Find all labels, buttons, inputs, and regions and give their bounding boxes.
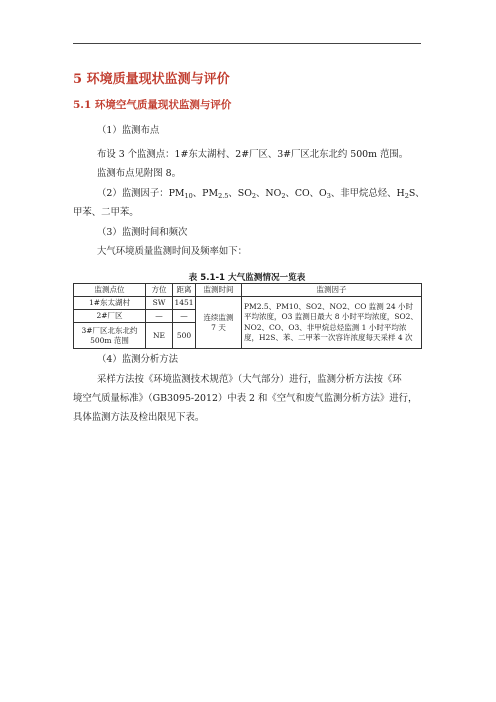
- factors-sub: 2.5: [218, 192, 229, 200]
- section-heading: 5.1 环境空气质量现状监测与评价: [73, 99, 232, 111]
- factors-part: （2）监测因子：PM: [97, 188, 185, 199]
- monitoring-table: [73, 283, 422, 349]
- monitoring-layout-text: 布设 3 个监测点：1#东太湖村、2#厂区、3#厂区北东北约 500m 范围。: [97, 149, 409, 160]
- analysis-method-title: （4）监测分析方法: [97, 354, 178, 365]
- monitoring-factors-text: [97, 187, 425, 200]
- factors-part: 、PM: [192, 188, 219, 199]
- factors-part: 、CO、O: [285, 188, 327, 199]
- header-distance: 距离: [173, 284, 196, 297]
- header-time: 监测时间: [196, 284, 242, 297]
- factors-sub: 2: [281, 192, 286, 200]
- factors-sub: 3: [326, 192, 331, 200]
- cell-direction: —: [146, 310, 173, 323]
- header-direction: 方位: [146, 284, 173, 297]
- factors-sub: 2: [404, 192, 409, 200]
- analysis-method-text-3: 具体监测方法及检出限见下表。: [73, 412, 205, 423]
- header-factor: 监测因子: [242, 284, 422, 297]
- table-row: [74, 297, 422, 310]
- analysis-method-text-1: 采样方法按《环境监测技术规范》（大气部分）进行，监测分析方法按《环: [97, 374, 402, 385]
- factors-sub: 10: [184, 192, 193, 200]
- analysis-method-text-2: 境空气质量标准》（GB3095-2012）中表 2 和《空气和废气监测分析方法》进行，: [73, 393, 418, 404]
- cell-time: [196, 297, 242, 349]
- cell-site: 1#东太湖村: [74, 297, 146, 310]
- factors-part: 、非甲烷总烃、H: [330, 188, 405, 199]
- monitoring-time-title: （3）监测时间和频次: [97, 227, 188, 238]
- time-line2: 7 天: [211, 322, 226, 332]
- monitoring-factors-text-cont: 甲苯、二甲苯。: [73, 207, 139, 218]
- header-site: 监测点位: [74, 284, 146, 297]
- cell-distance: —: [173, 310, 196, 323]
- header-rule: [73, 43, 421, 44]
- time-line1: 连续监测: [203, 312, 234, 322]
- factors-part: 、NO: [256, 188, 282, 199]
- cell-direction: SW: [146, 297, 173, 310]
- monitoring-layout-figure-ref: 监测布点见附图 8。: [97, 168, 181, 179]
- monitoring-layout-title: （1）监测布点: [97, 125, 160, 136]
- factors-part: 、SO: [228, 188, 252, 199]
- table-caption: 表 5.1-1 大气监测情况一览表: [188, 273, 306, 283]
- cell-factor: PM2.5、PM10、SO2、NO2、CO 监测 24 小时平均浓度，O3 监测日最大 8 小时平均浓度，SO2、NO2、CO、O3、非甲烷总烃监测 1 小时平均浓度，H2S、苯、二甲苯一次容许浓度每天采样 4 次: [242, 297, 422, 349]
- cell-site: 3#厂区北东北约500m 范围: [74, 323, 146, 349]
- monitoring-time-text: 大气环境质量监测时间及频率如下：: [97, 246, 248, 257]
- factors-sub: 2: [251, 192, 257, 200]
- factors-part: S、: [408, 188, 425, 199]
- cell-distance: 500: [173, 323, 196, 349]
- cell-distance: 1451: [173, 297, 196, 310]
- table-header-row: [74, 284, 422, 297]
- cell-site: 2#厂区: [74, 310, 146, 323]
- cell-direction: NE: [146, 323, 173, 349]
- chapter-heading: 5 环境质量现状监测与评价: [73, 72, 230, 87]
